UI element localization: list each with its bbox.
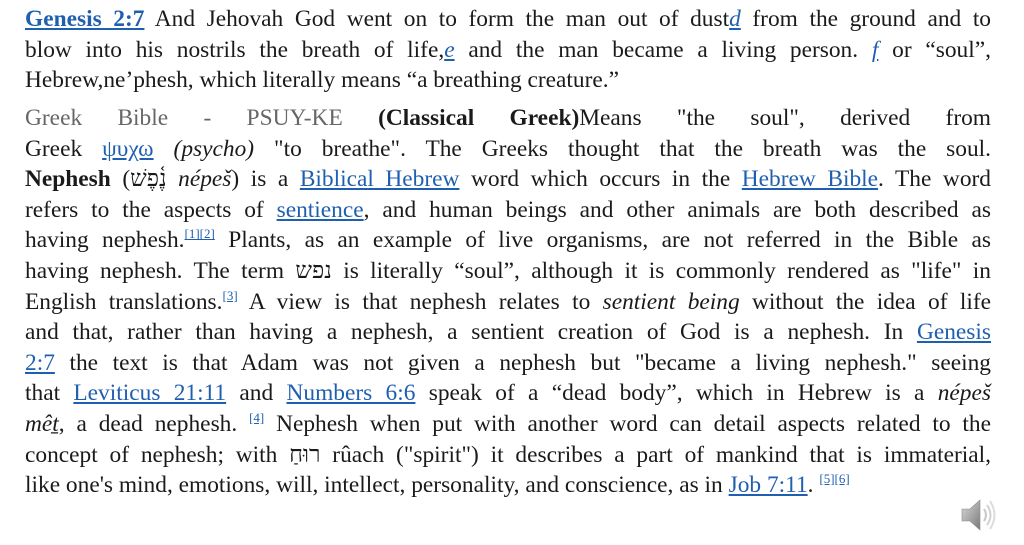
text: or “soul”, [878,36,991,63]
text: "to breathe". The Greeks thought that the breath was the soul. [254,135,991,162]
text: and the man became a living person. [454,36,872,63]
text: and that, rather than having a nephesh, a sentient creation of God is a nephesh. In [25,319,917,346]
text: (psycho) [153,135,255,162]
line [25,35,991,66]
text: Plants, as an example of live organisms, are not referred in the Bible as [214,227,992,254]
numbers-link[interactable]: Numbers 6:6 [286,380,416,407]
text: And Jehovah God went on to form the man out of dust [144,6,730,32]
text: and [226,380,287,407]
text: Nephesh when put with another word can detail aspects related to the [264,410,991,437]
speaker-icon[interactable] [958,494,1000,536]
text: sentient being [602,288,740,315]
text: népeš [937,380,991,407]
line [25,103,991,134]
citation-4-link[interactable]: [4] [249,409,265,425]
genesis-2-7-link[interactable]: Genesis 2:7 [25,6,145,32]
line [25,317,991,348]
footnote-f-link[interactable]: f [871,36,879,63]
job-link[interactable]: Job 7:11 [728,472,808,499]
text: , a dead nephesh. [58,410,250,437]
text: mêṯ [25,410,59,437]
text: Hebrew,ne’phesh, which literally means “a breathing creature.” [25,67,620,94]
text: népeš [178,166,232,193]
nephesh-paragraph [25,103,991,501]
citation-5-6-link[interactable]: [5][6] [819,471,850,487]
line [25,440,991,471]
classical-greek-label: (Classical Greek) [378,105,580,131]
line [25,65,991,96]
line [25,225,991,256]
text: like one's mind, emotions, will, intellect, personality, and conscience, as in [25,472,729,499]
leviticus-link[interactable]: Leviticus 21:11 [73,380,227,407]
line [25,348,991,379]
biblical-hebrew-link[interactable]: Biblical Hebrew [299,166,460,193]
text: refers to the aspects of [25,196,277,223]
line [25,134,991,165]
line [25,164,991,195]
footnote-e-link[interactable]: e [444,36,455,63]
nephesh-term: Nephesh [25,166,111,193]
footnote-d-link[interactable]: d [729,6,741,32]
text: (נֶ֫פֶשׁ [110,166,179,193]
scripture-paragraph [25,4,991,96]
line [25,287,991,318]
text: . [807,472,820,499]
text: concept of nephesh; with רוּחַ rûach ("spirit") it describes a part of mankind that is immaterial, [25,441,992,468]
text: Means "the soul", derived from [579,105,991,131]
line [25,256,991,287]
text: the text is that Adam was not given a nephesh but "became a living nephesh." seeing [54,349,991,376]
citation-1-2-link[interactable]: [1][2] [184,226,215,242]
text: blow into his nostrils the breath of life, [25,36,445,63]
text: word which occurs in the [459,166,742,193]
text: , and human beings and other animals are both described as [363,196,991,223]
line [25,409,991,440]
line [25,4,991,35]
greek-bible-label: Greek Bible - PSUY-KE [25,105,379,131]
text: without the idea of life [739,288,991,315]
text: that [25,380,74,407]
sentience-link[interactable]: sentience [276,196,364,223]
text: ) is a [231,166,300,193]
citation-3-link[interactable]: [3] [222,287,238,303]
genesis-link[interactable]: 2:7 [25,349,55,376]
psycho-greek-link[interactable]: ψυχω [102,135,154,162]
text: Greek [25,135,103,162]
text: English translations. [25,288,223,315]
line [25,470,991,501]
hebrew-bible-link[interactable]: Hebrew Bible [741,166,879,193]
text: speak of a “dead body”, which in Hebrew is a [415,380,938,407]
text: having nephesh. The term נפש is literally “soul”, although it is commonly rendered as "life" in [25,257,991,284]
text: from the ground and to [740,6,992,32]
line [25,378,991,409]
genesis-link[interactable]: Genesis [916,319,991,346]
line [25,195,991,226]
text: having nephesh. [25,227,185,254]
text: A view is that nephesh relates to [237,288,603,315]
text: . The word [878,166,992,193]
